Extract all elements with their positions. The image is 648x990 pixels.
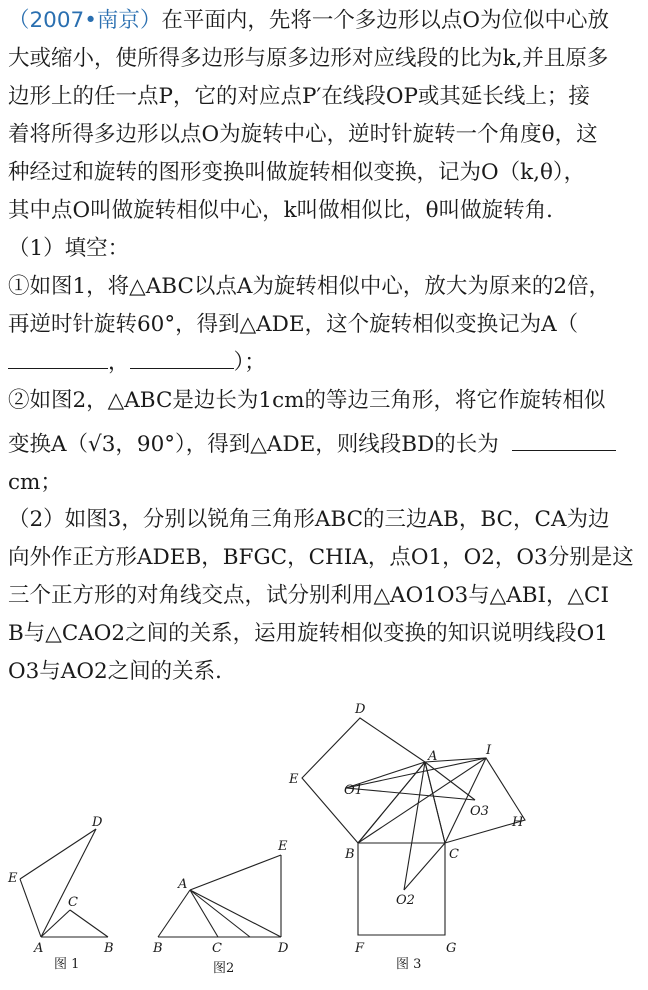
fig3-label-h: H: [512, 815, 524, 830]
fig2-label-d: D: [278, 941, 289, 956]
question-2-line-2: 向外作正方形ADEB，BFGC，CHIA，点O1，O2，O3分别是这: [8, 545, 634, 570]
question-1a-line-2: 再逆时针旋转60°，得到△ADE，这个旋转相似变换记为A（: [8, 312, 579, 337]
problem-line-5: 种经过和旋转的图形变换叫做旋转相似变换，记为O（k,θ），: [8, 160, 586, 185]
fig3-label-o1: O1: [344, 783, 363, 798]
figure-2: [152, 839, 289, 976]
question-2-line-3: 三个正方形的对角线交点，试分别利用△AO1O3与△ABI，△CI: [8, 583, 610, 608]
fig3-label-c: C: [449, 847, 459, 862]
fig2-label-b: B: [153, 941, 163, 956]
question-2-line-5: O3与AO2之间的关系．: [8, 659, 237, 684]
answer-blank-bd[interactable]: [512, 432, 616, 451]
fig2-caption: 图2: [213, 961, 235, 976]
fig1-label-c: C: [68, 895, 78, 910]
fig3-label-g: G: [446, 941, 457, 956]
question-1b-line-2: 变换A（√3，90°），得到△ADE，则线段BD的长为: [8, 428, 640, 462]
fig1-label-e: E: [8, 871, 18, 886]
fig3-label-f: F: [355, 941, 365, 956]
fig2-label-c: C: [212, 941, 222, 956]
question-1a-line-1: ①如图1，将△ABC以点A为旋转相似中心，放大为原来的2倍，: [8, 274, 611, 299]
fig3-label-o3: O3: [470, 804, 489, 819]
answer-blank-ratio[interactable]: [8, 350, 108, 369]
fig1-caption: 图 1: [54, 957, 80, 972]
answer-blank-angle[interactable]: [130, 350, 234, 369]
figure-1: [7, 815, 114, 972]
fig3-label-e: E: [289, 772, 299, 787]
question-1-heading: （1）填空：: [8, 236, 130, 261]
problem-line-3: 边形上的任一点P，它的对应点P′在线段OP或其延长线上；接: [8, 84, 590, 109]
problem-line-6: 其中点O叫做旋转相似中心，k叫做相似比，θ叫做旋转角．: [8, 198, 568, 223]
fig3-label-d: D: [355, 702, 366, 717]
fig2-label-a: A: [178, 877, 188, 892]
question-1b-line-1: ②如图2，△ABC是边长为1cm的等边三角形，将它作旋转相似: [8, 388, 606, 413]
fig2-label-e: E: [278, 839, 288, 854]
question-2-line-4: B与△CAO2之间的关系，运用旋转相似变换的知识说明线段O1: [8, 621, 608, 646]
fig3-label-a: A: [428, 749, 438, 764]
question-1a-answer-line: ， ）；: [8, 346, 640, 380]
fig3-label-i: I: [486, 743, 492, 758]
question-1b-unit: cm；: [8, 470, 62, 495]
problem-line-4: 着将所得多边形以点O为旋转中心，逆时针旋转一个角度θ，这: [8, 122, 598, 147]
fig3-caption: 图 3: [396, 957, 422, 972]
problem-line-1: （2007•南京）在平面内，先将一个多边形以点O为位似中心放: [8, 8, 610, 33]
fig1-label-d: D: [92, 815, 103, 830]
question-2-line-1: （2）如图3，分别以锐角三角形ABC的三边AB，BC，CA为边: [8, 507, 610, 532]
fig3-label-o2: O2: [396, 893, 415, 908]
figure-3: [288, 702, 525, 972]
fig3-label-b: B: [345, 847, 355, 862]
fig1-label-a: A: [34, 941, 44, 956]
problem-source: （2007•南京）: [8, 8, 162, 33]
problem-line-2: 大或缩小，使所得多边形与原多边形对应线段的比为k,并且原多: [8, 46, 609, 71]
fig1-label-b: B: [104, 941, 114, 956]
figures-area: [0, 690, 648, 988]
